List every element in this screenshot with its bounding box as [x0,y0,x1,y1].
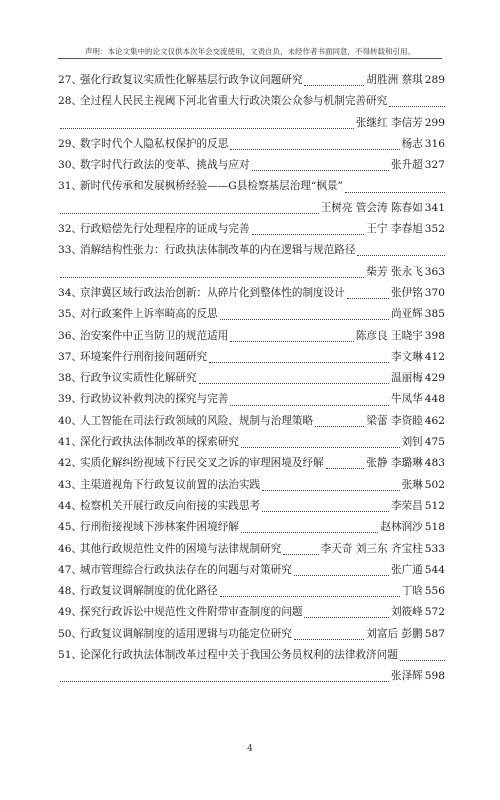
entry-author: 张泽辉 [390,670,423,683]
leader-dots [60,271,364,278]
toc-entry[interactable] [58,306,445,327]
entry-author: 尚亚辉 [390,308,423,321]
toc-entry[interactable] [58,136,445,157]
leader-dots [199,377,389,384]
entry-number: 43、 [58,478,83,491]
entry-page: 448 [424,393,445,406]
entry-title: 全过程人民民主视阈下河北省重大行政决策公众参与机制完善研究 [80,95,388,108]
entry-author: 王树亮 管会涛 陈春如 [320,201,423,214]
entry-number: 48、 [58,585,83,598]
toc-entry[interactable] [58,157,445,178]
entry-page: 483 [424,457,445,470]
leader-dots [60,207,319,214]
entry-title: 实质化解纠纷视域下行民交叉之诉的审理困境及纾解 [80,457,324,470]
entry-title: 治安案件中正当防卫的规范适用 [80,329,229,342]
toc-entry[interactable] [58,221,445,242]
leader-dots [347,292,389,299]
entry-title: 行刑衔接视域下涉林案件困境纾解 [80,521,239,534]
entry-number: 30、 [58,159,83,172]
entry-page: 398 [424,329,445,342]
entry-page: 352 [424,223,445,236]
entry-number: 49、 [58,606,83,619]
entry-title: 论深化行政执法体制改革过程中关于我国公务员权利的法律救济问题 [80,649,398,662]
entry-number: 45、 [58,521,83,534]
entry-title: 人工智能在司法行政领域的风险、规制与治理策略 [80,414,314,427]
toc-entry[interactable] [58,242,445,285]
toc-entry[interactable] [58,370,445,391]
entry-number: 39、 [58,393,83,406]
entry-page: 316 [424,137,445,150]
entry-page: 327 [424,159,445,172]
entry-author: 牛凤华 [390,393,423,406]
entry-title: 环境案件行刑衔接问题研究 [80,350,208,363]
leader-dots [252,228,365,235]
entry-author: 丁晗 [401,585,423,598]
entry-page: 370 [424,286,445,299]
entry-number: 29、 [58,137,83,150]
entry-title: 京津冀区域行政法治创新：从碎片化到整体性的制度设计 [80,286,345,299]
entry-title: 消解结构性张力：行政执法体制改革的内在逻辑与规范路径 [80,244,356,257]
toc-entry[interactable] [58,583,445,604]
entry-title: 新时代传承和发展枫桥经验——G县检察基层治理“枫景” [80,180,343,193]
entry-page: 385 [424,308,445,321]
entry-page: 556 [424,585,445,598]
leader-dots [294,569,389,576]
leader-dots [294,633,365,640]
entry-title: 城市管理综合行政执法存在的问题与对策研究 [80,563,292,576]
entry-author: 刘富后 彭鹏 [366,627,423,640]
toc-entry[interactable] [58,391,445,412]
entry-author: 温丽梅 [390,372,423,385]
leader-dots [252,164,389,171]
entry-author: 张继红 李信芳 [355,116,423,129]
toc-entry[interactable] [58,93,445,136]
toc-entry[interactable] [58,455,445,476]
entry-author: 张广通 [390,563,423,576]
entry-page: 429 [424,372,445,385]
leader-dots [283,548,318,555]
entry-title: 其他行政规范性文件的困境与法律规制研究 [80,542,282,555]
leader-dots [304,79,364,86]
entry-author: 赵林润沙 [380,521,423,534]
leader-dots [230,335,354,342]
entry-number: 34、 [58,286,83,299]
entry-page: 289 [424,74,445,86]
toc-entry[interactable] [58,498,445,519]
entry-number: 51、 [58,649,83,662]
toc-entry[interactable] [58,477,445,498]
entry-title: 行政复议调解制度的适用逻辑与功能定位研究 [80,627,292,640]
entry-title: 行政复议调解制度的优化路径 [80,585,218,598]
entry-author: 陈彦良 王晓宇 [355,329,423,342]
entry-page: 412 [424,350,445,363]
toc-entry[interactable] [58,541,445,562]
entry-number: 42、 [58,457,83,470]
entry-author: 刘钊 [401,436,423,449]
entry-page: 544 [424,563,445,576]
entry-page: 572 [424,606,445,619]
entry-title: 检察机关开展行政反向衔接的实践思考 [80,499,261,512]
leader-dots [241,526,378,533]
entry-page: 598 [424,670,445,683]
leader-dots [389,101,445,108]
entry-number: 40、 [58,414,83,427]
entry-title: 对行政案件上诉率畸高的反思 [80,308,218,321]
entry-page: 475 [424,436,445,449]
entry-title: 主渠道视角下行政复议前置的法治实践 [80,478,261,491]
entry-page: 299 [424,116,445,129]
table-of-contents [58,72,445,690]
leader-dots [262,505,389,512]
entry-page: 512 [424,499,445,512]
entry-title: 强化行政复议实质性化解基层行政争议问题研究 [80,74,303,86]
entry-title: 数字时代个人隐私权保护的反思 [80,137,229,150]
entry-author: 柴芳 张永飞 [366,265,423,278]
leader-dots [220,590,400,597]
entry-page: 462 [424,414,445,427]
entry-author: 张升超 [390,159,423,172]
leader-dots [241,441,400,448]
toc-entry[interactable] [58,434,445,455]
entry-number: 50、 [58,627,83,640]
entry-title: 行政协议补救判决的探究与完善 [80,393,229,406]
toc-entry[interactable] [58,328,445,349]
entry-page: 363 [424,265,445,278]
entry-number: 41、 [58,436,83,449]
toc-entry[interactable] [58,519,445,540]
leader-dots [209,356,389,363]
leader-dots [326,463,365,470]
entry-author: 胡胜洲 蔡琪 [366,74,423,86]
leader-dots [262,484,399,491]
entry-number: 37、 [58,350,83,363]
leader-dots [357,250,445,257]
copyright-notice: 声明：本论文集中的论文仅供本次年会交流使用，文责自负，未经作者书面同意，不得转载和引用。 [85,47,415,56]
entry-author: 张琳 [401,478,423,491]
entry-author: 李天奇 刘三东 齐宝柱 [320,542,423,555]
entry-page: 502 [424,478,445,491]
entry-title: 数字时代行政法的变革、挑战与应对 [80,159,250,172]
entry-author: 刘筱峰 [390,606,423,619]
entry-number: 47、 [58,563,83,576]
entry-number: 44、 [58,499,83,512]
leader-dots [400,654,445,661]
leader-dots [60,676,389,683]
toc-entry[interactable] [58,178,445,221]
leader-dots [60,122,354,129]
entry-page: 518 [424,521,445,534]
entry-number: 27、 [58,74,83,86]
entry-author: 李文琳 [390,350,423,363]
entry-number: 28、 [58,95,83,108]
entry-page: 587 [424,627,445,640]
entry-number: 38、 [58,372,83,385]
header-rule [58,58,442,59]
entry-author: 张静 李璐琳 [366,457,423,470]
entry-title: 探究行政诉讼中规范性文件附带审查制度的问题 [80,606,303,619]
page-number: 4 [247,744,253,754]
entry-author: 李荣昌 [390,499,423,512]
toc-entry[interactable] [58,604,445,625]
leader-dots [220,314,389,321]
entry-title: 行政赔偿先行处理程序的证成与完善 [80,223,250,236]
entry-number: 46、 [58,542,83,555]
toc-entry[interactable] [58,72,445,93]
leader-dots [230,143,399,150]
entry-number: 35、 [58,308,83,321]
leader-dots [304,612,389,619]
entry-number: 36、 [58,329,83,342]
entry-page: 533 [424,542,445,555]
leader-dots [345,186,445,193]
leader-dots [230,399,389,406]
leader-dots [315,420,364,427]
entry-page: 341 [424,201,445,214]
toc-entry[interactable] [58,349,445,370]
entry-author: 张伊铭 [390,286,423,299]
toc-entry[interactable] [58,413,445,434]
entry-title: 行政争议实质性化解研究 [80,372,197,385]
entry-number: 32、 [58,223,83,236]
toc-entry[interactable] [58,647,445,690]
entry-author: 杨志 [401,137,423,150]
toc-entry[interactable] [58,626,445,647]
entry-author: 王宁 李春旭 [366,223,423,236]
toc-entry[interactable] [58,562,445,583]
toc-entry[interactable] [58,285,445,306]
entry-number: 31、 [58,180,83,193]
entry-title: 深化行政执法体制改革的探索研究 [80,436,239,449]
entry-number: 33、 [58,244,83,257]
entry-author: 梁蕾 李资睦 [366,414,423,427]
